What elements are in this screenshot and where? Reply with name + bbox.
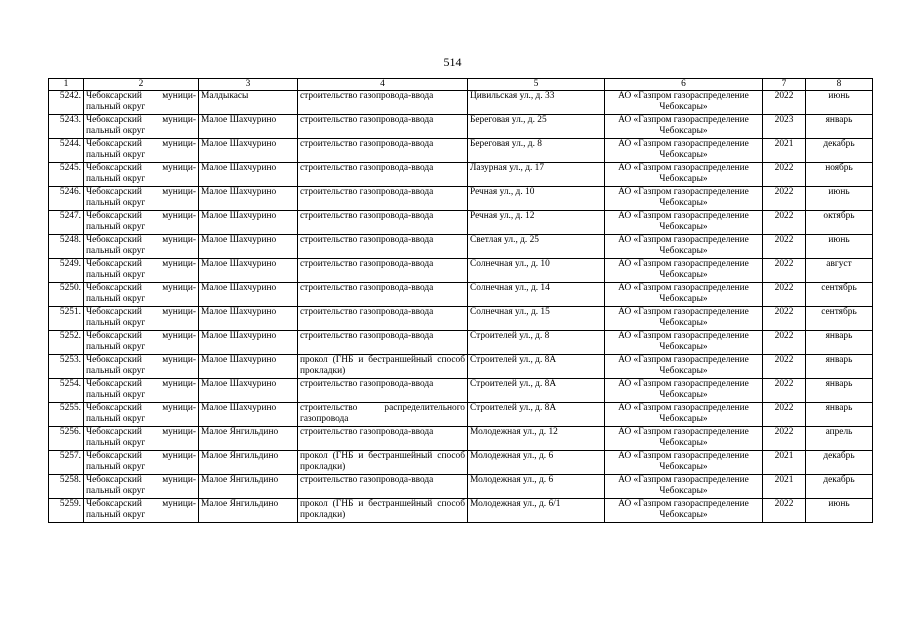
settlement-cell: Малдыкасы: [199, 91, 298, 115]
work-type-cell: прокол (ГНБ и бестраншейный способ прокладки): [298, 451, 468, 475]
month-cell: декабрь: [806, 475, 873, 499]
year-cell: 2022: [763, 211, 806, 235]
year-cell: 2022: [763, 355, 806, 379]
year-cell: 2022: [763, 163, 806, 187]
column-number-row: [49, 79, 873, 91]
month-cell: январь: [806, 115, 873, 139]
organization-cell: АО «Газпром газораспределение Чебоксары»: [605, 451, 763, 475]
table-row: [49, 307, 873, 331]
settlement-cell: Малое Шахчурино: [199, 163, 298, 187]
year-cell: 2022: [763, 379, 806, 403]
settlement-cell: Малое Янгильдино: [199, 499, 298, 523]
row-number-cell: 5255.: [49, 403, 84, 427]
year-cell: 2022: [763, 307, 806, 331]
row-number-cell: 5256.: [49, 427, 84, 451]
municipality-cell: Чебоксарский муници-пальный округ: [84, 403, 199, 427]
table-row: [49, 91, 873, 115]
year-cell: 2023: [763, 115, 806, 139]
organization-cell: АО «Газпром газораспределение Чебоксары»: [605, 259, 763, 283]
municipality-cell: Чебоксарский муници-пальный округ: [84, 163, 199, 187]
table-row: [49, 331, 873, 355]
row-number-cell: 5245.: [49, 163, 84, 187]
municipality-cell: Чебоксарский муници-пальный округ: [84, 91, 199, 115]
address-cell: Речная ул., д. 12: [468, 211, 605, 235]
work-type-cell: прокол (ГНБ и бестраншейный способ прокладки): [298, 355, 468, 379]
table-row: [49, 259, 873, 283]
settlement-cell: Малое Шахчурино: [199, 307, 298, 331]
row-number-cell: 5242.: [49, 91, 84, 115]
address-cell: Молодежная ул., д. 12: [468, 427, 605, 451]
row-number-cell: 5250.: [49, 283, 84, 307]
settlement-cell: Малое Шахчурино: [199, 235, 298, 259]
address-cell: Цивильская ул., д. 33: [468, 91, 605, 115]
month-cell: январь: [806, 331, 873, 355]
row-number-cell: 5248.: [49, 235, 84, 259]
address-cell: Строителей ул., д. 8А: [468, 355, 605, 379]
table-row: [49, 499, 873, 523]
work-type-cell: строительство газопровода-ввода: [298, 139, 468, 163]
settlement-cell: Малое Шахчурино: [199, 331, 298, 355]
work-type-cell: строительство газопровода-ввода: [298, 91, 468, 115]
month-cell: январь: [806, 355, 873, 379]
work-type-cell: строительство газопровода-ввода: [298, 331, 468, 355]
address-cell: Солнечная ул., д. 10: [468, 259, 605, 283]
row-number-cell: 5249.: [49, 259, 84, 283]
work-type-cell: прокол (ГНБ и бестраншейный способ прокладки): [298, 499, 468, 523]
month-cell: декабрь: [806, 451, 873, 475]
work-type-cell: строительство газопровода-ввода: [298, 427, 468, 451]
address-cell: Лазурная ул., д. 17: [468, 163, 605, 187]
address-cell: Солнечная ул., д. 14: [468, 283, 605, 307]
month-cell: июнь: [806, 499, 873, 523]
month-cell: июнь: [806, 235, 873, 259]
table-row: [49, 235, 873, 259]
table-row: [49, 115, 873, 139]
column-header: 1: [49, 79, 84, 91]
work-type-cell: строительство газопровода-ввода: [298, 115, 468, 139]
year-cell: 2022: [763, 331, 806, 355]
settlement-cell: Малое Шахчурино: [199, 211, 298, 235]
row-number-cell: 5258.: [49, 475, 84, 499]
month-cell: июнь: [806, 187, 873, 211]
row-number-cell: 5247.: [49, 211, 84, 235]
work-type-cell: строительство газопровода-ввода: [298, 283, 468, 307]
organization-cell: АО «Газпром газораспределение Чебоксары»: [605, 355, 763, 379]
address-cell: Береговая ул., д. 25: [468, 115, 605, 139]
column-header: 6: [605, 79, 763, 91]
settlement-cell: Малое Шахчурино: [199, 259, 298, 283]
organization-cell: АО «Газпром газораспределение Чебоксары»: [605, 235, 763, 259]
month-cell: сентябрь: [806, 307, 873, 331]
month-cell: январь: [806, 379, 873, 403]
settlement-cell: Малое Шахчурино: [199, 403, 298, 427]
settlement-cell: Малое Янгильдино: [199, 475, 298, 499]
municipality-cell: Чебоксарский муници-пальный округ: [84, 355, 199, 379]
year-cell: 2021: [763, 139, 806, 163]
organization-cell: АО «Газпром газораспределение Чебоксары»: [605, 211, 763, 235]
settlement-cell: Малое Шахчурино: [199, 187, 298, 211]
row-number-cell: 5253.: [49, 355, 84, 379]
settlement-cell: Малое Шахчурино: [199, 283, 298, 307]
year-cell: 2022: [763, 235, 806, 259]
work-type-cell: строительство газопровода-ввода: [298, 379, 468, 403]
address-cell: Молодежная ул., д. 6: [468, 475, 605, 499]
address-cell: Речная ул., д. 10: [468, 187, 605, 211]
year-cell: 2022: [763, 403, 806, 427]
municipality-cell: Чебоксарский муници-пальный округ: [84, 451, 199, 475]
row-number-cell: 5252.: [49, 331, 84, 355]
table-row: [49, 403, 873, 427]
municipality-cell: Чебоксарский муници-пальный округ: [84, 187, 199, 211]
gas-pipeline-table: [48, 78, 873, 523]
table-row: [49, 379, 873, 403]
settlement-cell: Малое Шахчурино: [199, 355, 298, 379]
municipality-cell: Чебоксарский муници-пальный округ: [84, 331, 199, 355]
municipality-cell: Чебоксарский муници-пальный округ: [84, 211, 199, 235]
table-row: [49, 355, 873, 379]
year-cell: 2022: [763, 259, 806, 283]
month-cell: апрель: [806, 427, 873, 451]
organization-cell: АО «Газпром газораспределение Чебоксары»: [605, 139, 763, 163]
month-cell: ноябрь: [806, 163, 873, 187]
organization-cell: АО «Газпром газораспределение Чебоксары»: [605, 283, 763, 307]
address-cell: Строителей ул., д. 8А: [468, 403, 605, 427]
address-cell: Молодежная ул., д. 6: [468, 451, 605, 475]
municipality-cell: Чебоксарский муници-пальный округ: [84, 307, 199, 331]
table-row: [49, 211, 873, 235]
organization-cell: АО «Газпром газораспределение Чебоксары»: [605, 91, 763, 115]
work-type-cell: строительство газопровода-ввода: [298, 475, 468, 499]
work-type-cell: строительство газопровода-ввода: [298, 307, 468, 331]
municipality-cell: Чебоксарский муници-пальный округ: [84, 139, 199, 163]
table-row: [49, 475, 873, 499]
municipality-cell: Чебоксарский муници-пальный округ: [84, 427, 199, 451]
address-cell: Строителей ул., д. 8: [468, 331, 605, 355]
settlement-cell: Малое Янгильдино: [199, 427, 298, 451]
table-row: [49, 451, 873, 475]
settlement-cell: Малое Шахчурино: [199, 115, 298, 139]
work-type-cell: строительство газопровода-ввода: [298, 163, 468, 187]
row-number-cell: 5243.: [49, 115, 84, 139]
year-cell: 2022: [763, 283, 806, 307]
work-type-cell: строительство газопровода-ввода: [298, 211, 468, 235]
settlement-cell: Малое Янгильдино: [199, 451, 298, 475]
month-cell: декабрь: [806, 139, 873, 163]
table-row: [49, 139, 873, 163]
year-cell: 2022: [763, 427, 806, 451]
work-type-cell: строительство распределительного газопровода: [298, 403, 468, 427]
table-row: [49, 187, 873, 211]
address-cell: Строителей ул., д. 8А: [468, 379, 605, 403]
month-cell: август: [806, 259, 873, 283]
settlement-cell: Малое Шахчурино: [199, 379, 298, 403]
column-header: 7: [763, 79, 806, 91]
month-cell: октябрь: [806, 211, 873, 235]
row-number-cell: 5246.: [49, 187, 84, 211]
year-cell: 2022: [763, 91, 806, 115]
organization-cell: АО «Газпром газораспределение Чебоксары»: [605, 379, 763, 403]
column-header: 2: [84, 79, 199, 91]
municipality-cell: Чебоксарский муници-пальный округ: [84, 379, 199, 403]
organization-cell: АО «Газпром газораспределение Чебоксары»: [605, 427, 763, 451]
year-cell: 2022: [763, 187, 806, 211]
municipality-cell: Чебоксарский муници-пальный округ: [84, 499, 199, 523]
organization-cell: АО «Газпром газораспределение Чебоксары»: [605, 307, 763, 331]
municipality-cell: Чебоксарский муници-пальный округ: [84, 259, 199, 283]
table-row: [49, 283, 873, 307]
row-number-cell: 5244.: [49, 139, 84, 163]
year-cell: 2021: [763, 451, 806, 475]
row-number-cell: 5259.: [49, 499, 84, 523]
address-cell: Светлая ул., д. 25: [468, 235, 605, 259]
work-type-cell: строительство газопровода-ввода: [298, 259, 468, 283]
organization-cell: АО «Газпром газораспределение Чебоксары»: [605, 331, 763, 355]
page-number: 514: [443, 55, 462, 69]
organization-cell: АО «Газпром газораспределение Чебоксары»: [605, 475, 763, 499]
column-header: 4: [298, 79, 468, 91]
row-number-cell: 5251.: [49, 307, 84, 331]
address-cell: Береговая ул., д. 8: [468, 139, 605, 163]
column-header: 3: [199, 79, 298, 91]
organization-cell: АО «Газпром газораспределение Чебоксары»: [605, 499, 763, 523]
column-header: 5: [468, 79, 605, 91]
month-cell: июнь: [806, 91, 873, 115]
municipality-cell: Чебоксарский муници-пальный округ: [84, 115, 199, 139]
year-cell: 2022: [763, 499, 806, 523]
organization-cell: АО «Газпром газораспределение Чебоксары»: [605, 403, 763, 427]
table-row: [49, 427, 873, 451]
row-number-cell: 5254.: [49, 379, 84, 403]
table-row: [49, 163, 873, 187]
column-header: 8: [806, 79, 873, 91]
organization-cell: АО «Газпром газораспределение Чебоксары»: [605, 163, 763, 187]
organization-cell: АО «Газпром газораспределение Чебоксары»: [605, 115, 763, 139]
row-number-cell: 5257.: [49, 451, 84, 475]
address-cell: Солнечная ул., д. 15: [468, 307, 605, 331]
organization-cell: АО «Газпром газораспределение Чебоксары»: [605, 187, 763, 211]
municipality-cell: Чебоксарский муници-пальный округ: [84, 283, 199, 307]
year-cell: 2021: [763, 475, 806, 499]
settlement-cell: Малое Шахчурино: [199, 139, 298, 163]
work-type-cell: строительство газопровода-ввода: [298, 235, 468, 259]
month-cell: сентябрь: [806, 283, 873, 307]
municipality-cell: Чебоксарский муници-пальный округ: [84, 475, 199, 499]
work-type-cell: строительство газопровода-ввода: [298, 187, 468, 211]
address-cell: Молодежная ул., д. 6/1: [468, 499, 605, 523]
month-cell: январь: [806, 403, 873, 427]
municipality-cell: Чебоксарский муници-пальный округ: [84, 235, 199, 259]
